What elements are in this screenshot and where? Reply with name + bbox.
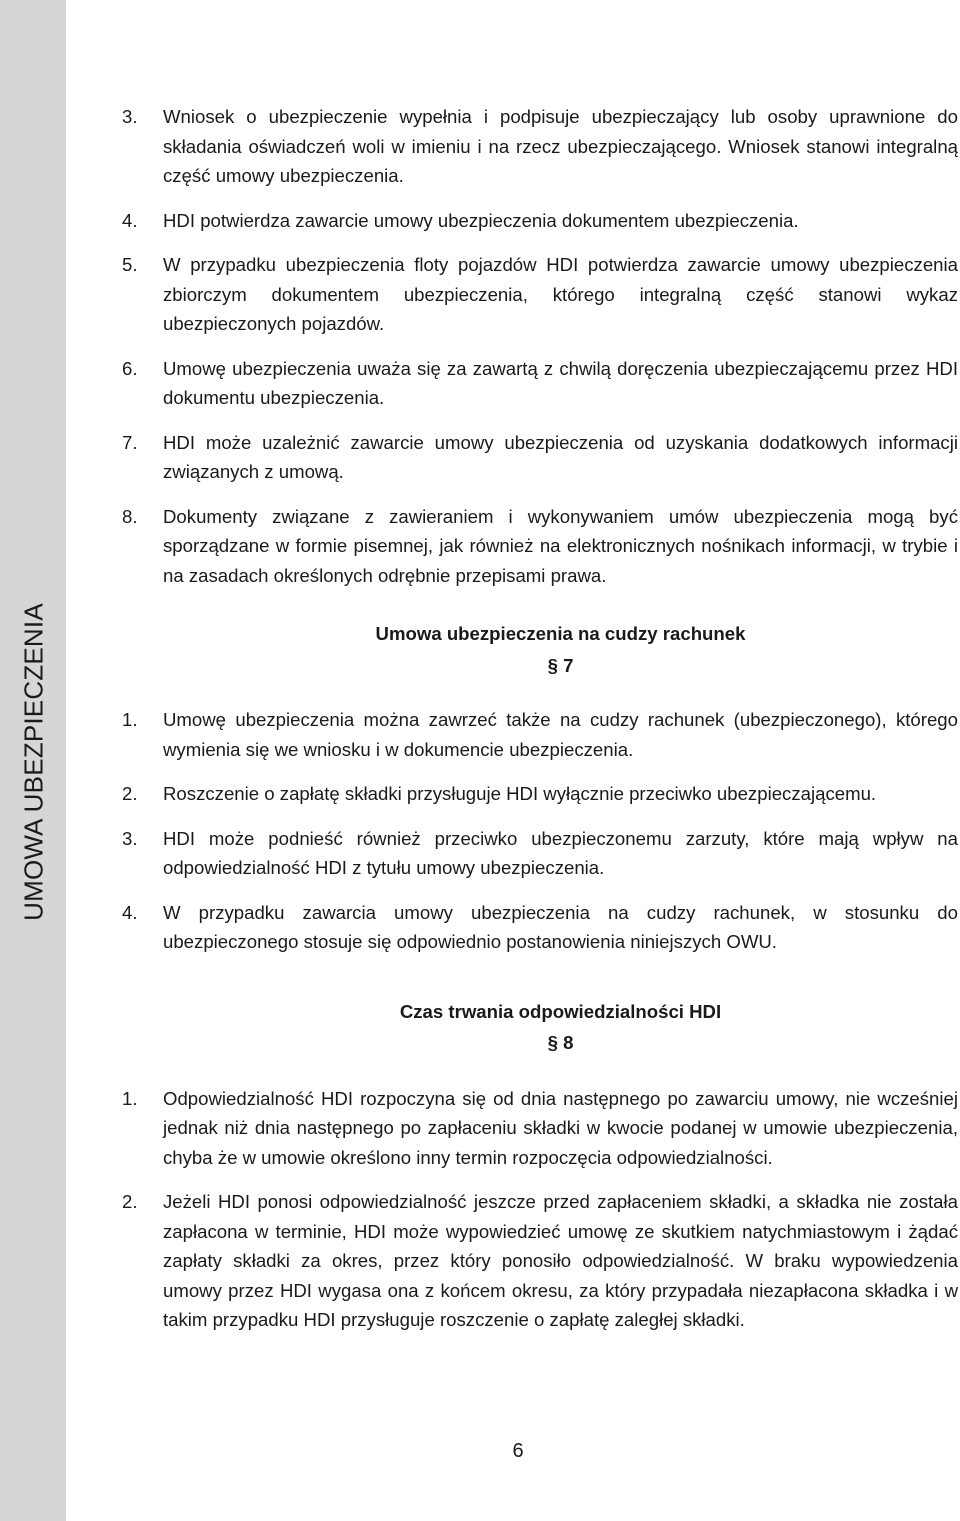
list-item-4 [122, 206, 958, 236]
list-item-3 [122, 102, 958, 191]
item-text: Umowę ubezpieczenia można zawrzeć także na cudzy rachunek (ubezpieczonego), którego wymienia się we wniosku i w dokumencie ubezpieczenia. [163, 709, 958, 760]
item-number: 2. [122, 783, 138, 804]
item-number: 6. [122, 357, 138, 379]
item-text: Jeżeli HDI ponosi odpowiedzialność jeszcze przed zapłaceniem składki, a składka nie została zapłacona w terminie, HDI może wypowiedzieć umowę ze skutkiem natychmiastowym i żądać zapłaty składki za okres, przez który ponosiło odpowiedzialność. W braku wypowiedzenia umowy przez HDI wygasa ona z końcem okresu, za który przypadała niezapłacona składka i w takim przypadku HDI przysługuje roszczenie o zapłatę zaległej składki. [163, 1191, 958, 1330]
item-number: 5. [122, 254, 138, 275]
item-text: Wniosek o ubezpieczenie wypełnia i podpisuje ubezpieczający lub osoby uprawnione do składania oświadczeń woli w imieniu i na rzecz ubezpieczającego. Wniosek stanowi integralną część umowy ubezpieczenia. [163, 106, 958, 186]
section-8-item-2 [122, 1187, 958, 1335]
item-number: 3. [122, 106, 138, 127]
item-number: 1. [122, 1087, 138, 1109]
item-text: HDI może podnieść również przeciwko ubezpieczonemu zarzuty, które mają wpływ na odpowiedzialność HDI z tytułu umowy ubezpieczenia. [163, 827, 958, 878]
item-text: HDI potwierdza zawarcie umowy ubezpieczenia dokumentem ubezpieczenia. [163, 209, 799, 231]
section-7-item-2 [122, 779, 958, 809]
item-number: 1. [122, 709, 138, 730]
list-item-8 [122, 502, 958, 591]
document-body [122, 102, 958, 1335]
item-text: Roszczenie o zapłatę składki przysługuje HDI wyłącznie przeciwko ubezpieczającemu. [163, 783, 877, 804]
section-8-item-1 [122, 1084, 958, 1173]
section-7-paragraph-sign: § 7 [547, 654, 574, 676]
section-7-item-3 [122, 824, 958, 883]
item-text: Odpowiedzialność HDI rozpoczyna się od dnia następnego po zawarciu umowy, nie wcześniej jednak niż dnia następnego po zapłaceniu składki w kwocie podanej w umowie ubezpieczenia, chyba że w umowie określono inny termin rozpoczęcia odpowiedzialności. [163, 1087, 958, 1168]
item-number: 4. [122, 209, 138, 231]
item-number: 7. [122, 431, 138, 453]
item-number: 4. [122, 901, 138, 923]
item-text: Umowę ubezpieczenia uważa się za zawartą z chwilą doręczenia ubezpieczającemu przez HDI dokumentu ubezpieczenia. [163, 357, 958, 408]
list-item-7 [122, 428, 958, 487]
section-8-title: Czas trwania odpowiedzialności HDI [399, 1000, 722, 1022]
section-7-item-4 [122, 898, 958, 957]
section-7-item-1 [122, 705, 958, 764]
item-text: W przypadku zawarcia umowy ubezpieczenia na cudzy rachunek, w stosunku do ubezpieczonego stosuje się odpowiednio postanowienia niniejszych OWU. [163, 901, 958, 952]
section-7-title: Umowa ubezpieczenia na cudzy rachunek [375, 623, 746, 644]
section-8-paragraph-sign: § 8 [547, 1032, 574, 1053]
item-number: 2. [122, 1191, 138, 1212]
sidebar-label: UMOWA UBEZPIECZENIA [18, 603, 49, 921]
item-number: 3. [122, 827, 138, 849]
item-text: Dokumenty związane z zawieraniem i wykonywaniem umów ubezpieczenia mogą być sporządzane w formie pisemnej, jak również na elektronicznych nośnikach informacji, w trybie i na zasadach określonych odrębnie przepisami prawa. [163, 505, 958, 586]
item-text: HDI może uzależnić zawarcie umowy ubezpieczenia od uzyskania dodatkowych informacji związanych z umową. [163, 431, 958, 482]
item-number: 8. [122, 505, 138, 527]
item-text: W przypadku ubezpieczenia floty pojazdów HDI potwierdza zawarcie umowy ubezpieczenia zbiorczym dokumentem ubezpieczenia, którego integralną część stanowi wykaz ubezpieczonych pojazdów. [163, 254, 958, 334]
list-item-6 [122, 354, 958, 413]
page-number: 6 [512, 1440, 524, 1462]
side-band [0, 0, 66, 1521]
list-item-5 [122, 250, 958, 339]
